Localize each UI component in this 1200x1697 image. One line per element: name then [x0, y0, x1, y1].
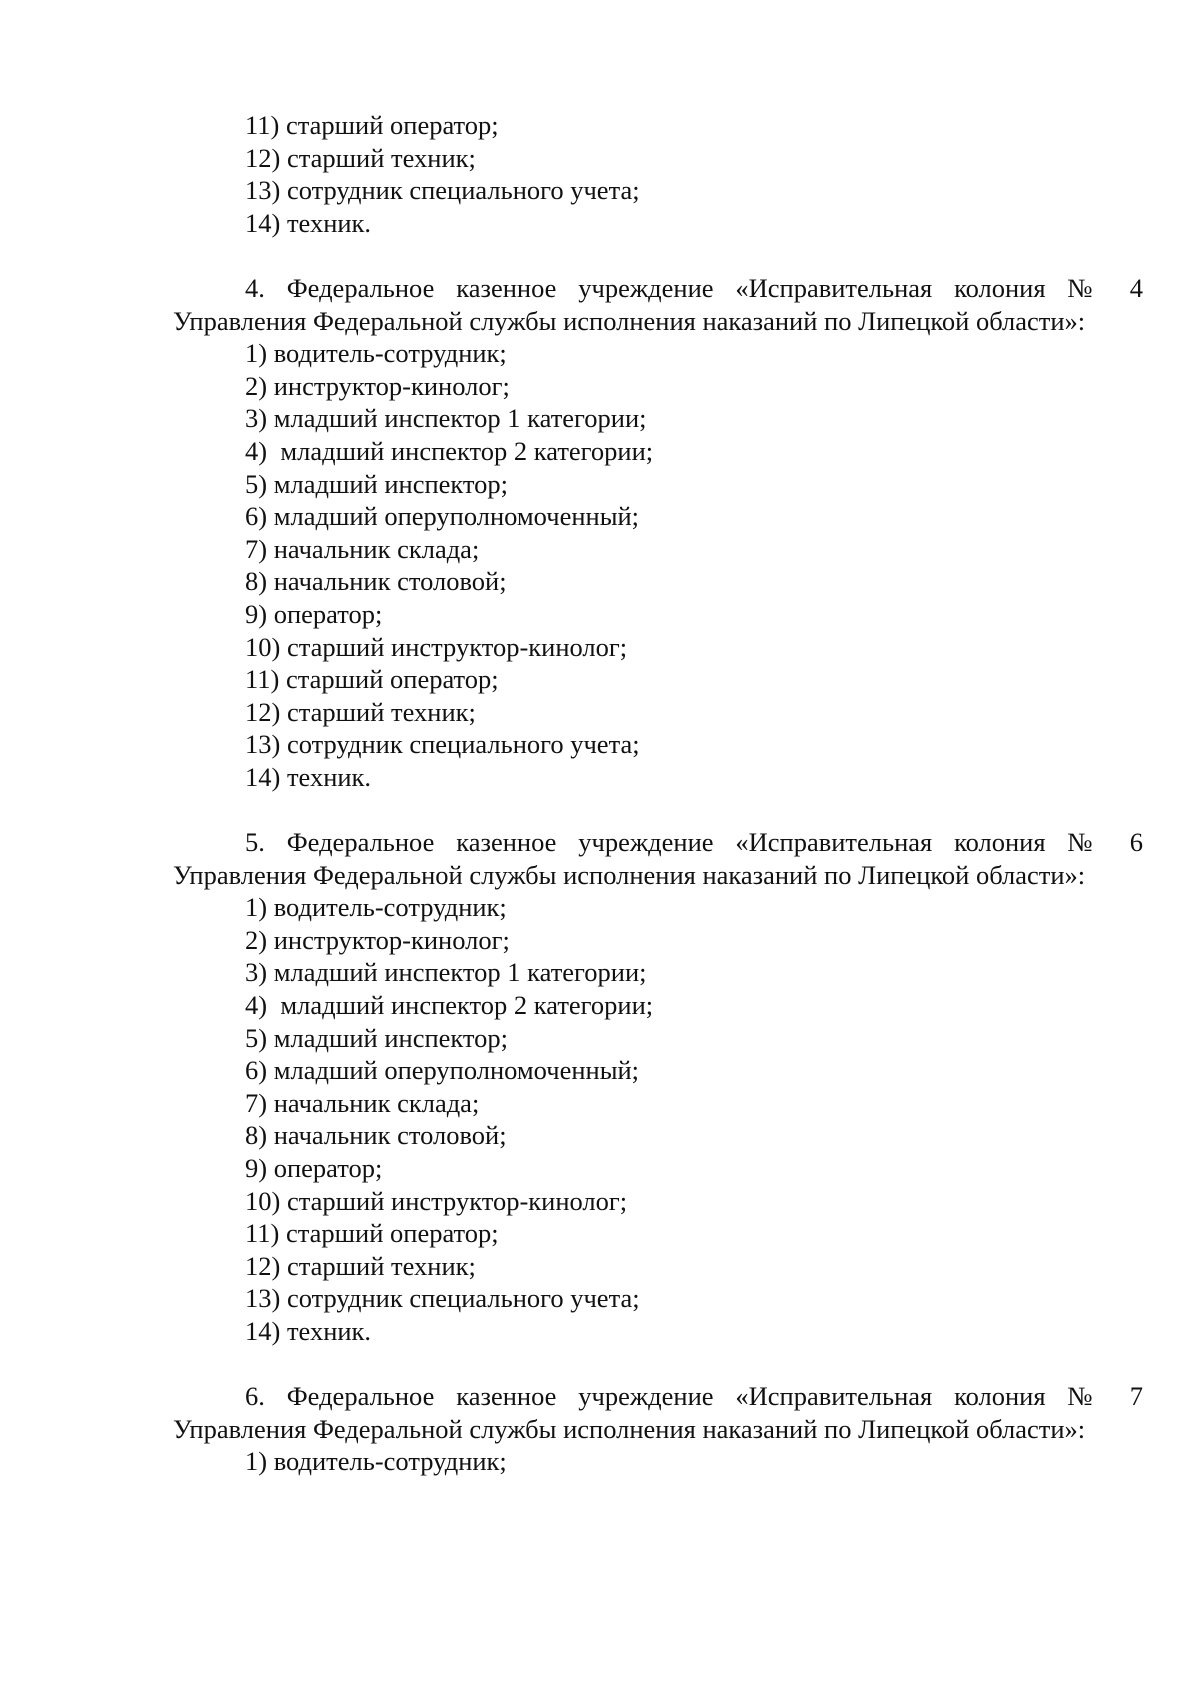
list-item: 11) старший оператор; [245, 110, 499, 140]
section-heading: 6. Федеральное казенное учреждение «Исправительная колония № 7 Управления Федеральной службы исполнения наказаний по Липецкой области»: [173, 1381, 1143, 1444]
list-item: 7) начальник склада; [245, 1087, 480, 1118]
list-item: 12) старший техник; [245, 1250, 476, 1281]
list-item: 6) младший оперуполномоченный; [245, 1055, 640, 1086]
list-item: 2) инструктор-кинолог; [245, 924, 510, 955]
list-item: 3) младший инспектор 1 категории; [245, 403, 647, 434]
list-item: 11) старший оператор; [245, 664, 499, 695]
list-item: 11) старший оператор; [245, 1218, 499, 1249]
list-item: 14) техник. [245, 1315, 372, 1346]
list-item: 4) младший инспектор 2 категории; [245, 990, 654, 1021]
list-item: 5) младший инспектор; [245, 1022, 509, 1053]
list-item: 12) старший техник; [245, 142, 476, 173]
list-item: 8) начальник столовой; [245, 1120, 507, 1151]
list-item: 12) старший техник; [245, 696, 476, 727]
list-item: 8) начальник столовой; [245, 566, 507, 597]
list-item: 9) оператор; [245, 598, 383, 629]
list-item: 4) младший инспектор 2 категории; [245, 435, 654, 466]
list-item: 10) старший инструктор-кинолог; [245, 631, 628, 662]
document-page [173, 109, 1143, 1511]
section-continuation [173, 109, 1143, 239]
section-heading: 4. Федеральное казенное учреждение «Исправительная колония № 4 Управления Федеральной службы исполнения наказаний по Липецкой области»: [173, 272, 1143, 336]
list-item: 3) младший инспектор 1 категории; [245, 957, 647, 988]
list-item: 10) старший инструктор-кинолог; [245, 1185, 628, 1216]
section-colony-4 [173, 272, 1143, 794]
list-item: 2) инструктор-кинолог; [245, 370, 510, 401]
list-item: 1) водитель-сотрудник; [245, 1446, 507, 1477]
list-item: 14) техник. [245, 207, 372, 238]
list-item: 5) младший инспектор; [245, 468, 509, 499]
section-heading: 5. Федеральное казенное учреждение «Исправительная колония № 6 Управления Федеральной службы исполнения наказаний по Липецкой области»: [173, 827, 1143, 890]
list-item: 9) оператор; [245, 1153, 383, 1183]
list-item: 7) начальник склада; [245, 533, 480, 564]
list-item: 1) водитель-сотрудник; [245, 892, 507, 923]
list-item: 14) техник. [245, 761, 372, 792]
list-item: 1) водитель-сотрудник; [245, 338, 507, 369]
list-item: 6) младший оперуполномоченный; [245, 501, 640, 532]
section-colony-6 [173, 826, 1143, 1348]
section-colony-7 [173, 1380, 1143, 1478]
list-item: 13) сотрудник специального учета; [245, 1283, 640, 1314]
list-item: 13) сотрудник специального учета; [245, 175, 640, 206]
list-item: 13) сотрудник специального учета; [245, 729, 640, 760]
